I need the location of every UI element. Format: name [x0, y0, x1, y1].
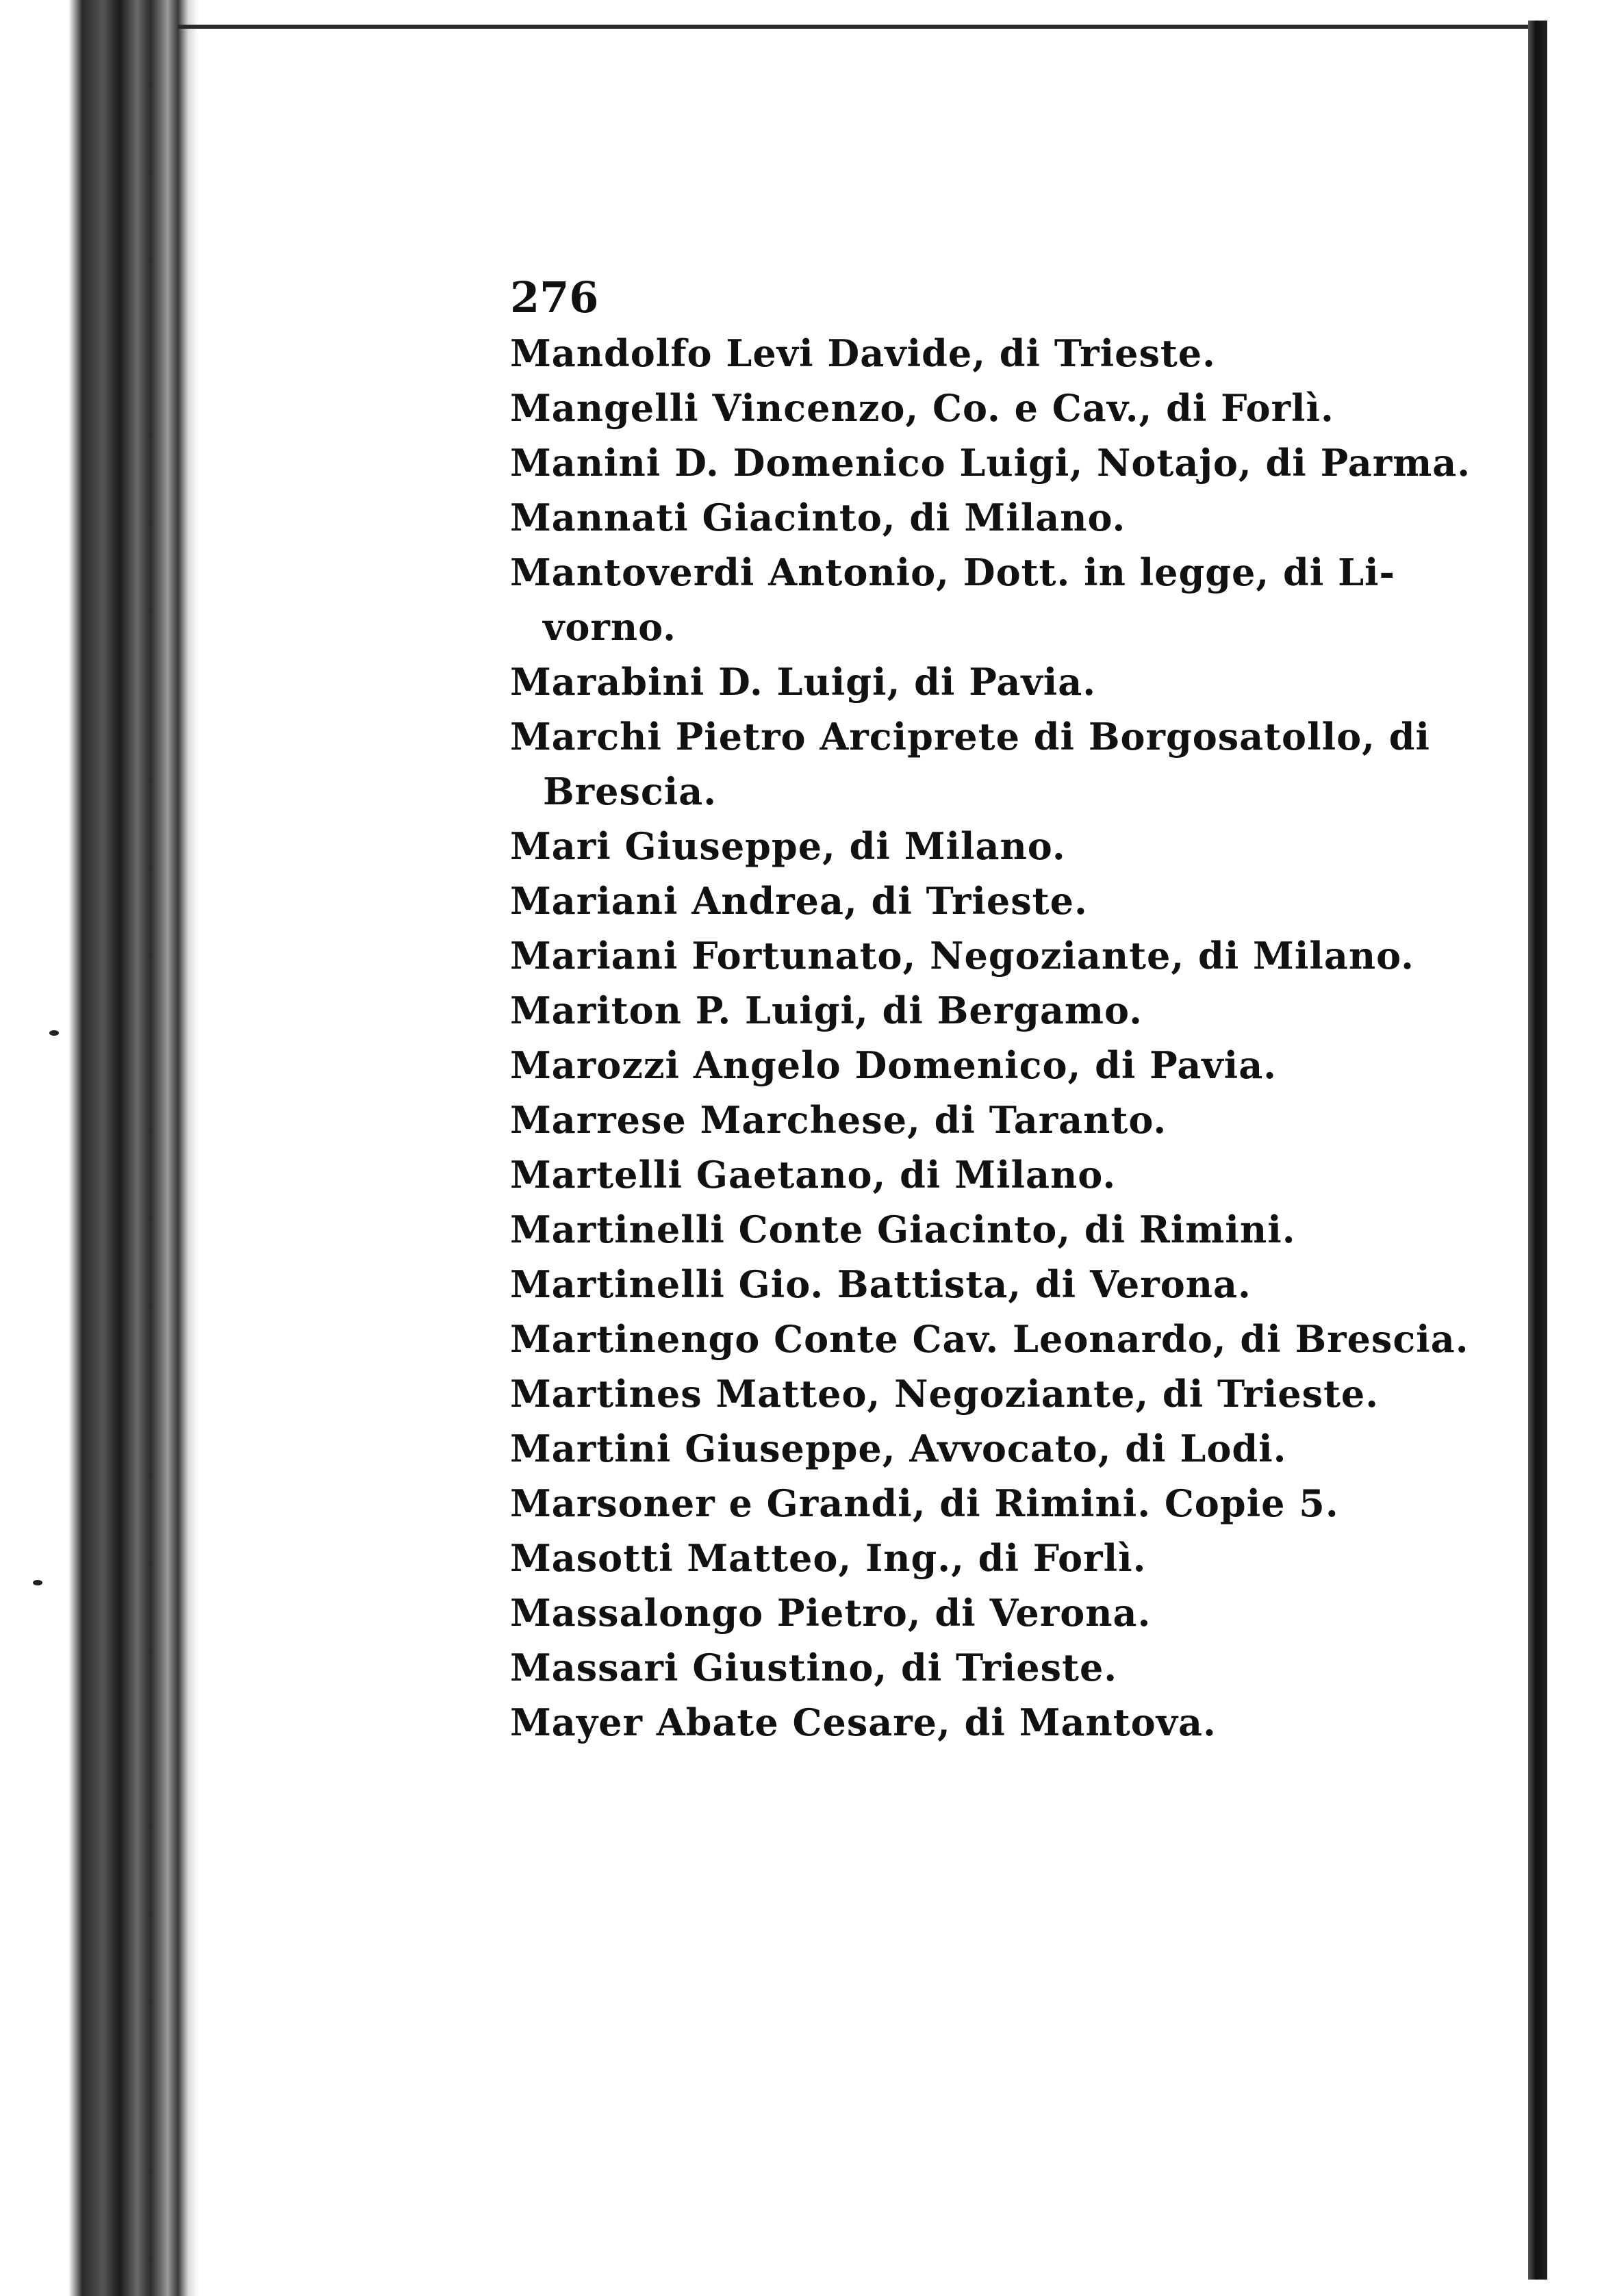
list-entry — [510, 983, 1400, 1038]
entry-line: Mantoverdi Antonio, Dott. in legge, di Li- — [510, 550, 1395, 594]
entry-line: Marozzi Angelo Domenico, di Pavia. — [510, 1043, 1277, 1087]
list-entry — [510, 545, 1400, 654]
list-entry — [510, 928, 1414, 983]
scan-speck — [49, 1030, 59, 1036]
entry-line: Marchi Pietro Arciprete di Borgosatollo, di — [510, 715, 1430, 758]
entry-continuation: vorno. — [543, 605, 676, 649]
entry-line: Marrese Marchese, di Taranto. — [510, 1098, 1167, 1142]
list-entry — [510, 1147, 1400, 1202]
page-content — [510, 272, 1471, 1750]
entry-line: Martinelli Conte Giacinto, di Rimini. — [510, 1208, 1296, 1251]
list-entry — [510, 1476, 1400, 1531]
list-entry — [510, 1531, 1400, 1585]
entry-line: Mari Giuseppe, di Milano. — [510, 824, 1066, 868]
list-entry — [510, 1640, 1400, 1695]
list-entry — [510, 1093, 1400, 1147]
list-entry — [510, 1585, 1400, 1640]
entry-line: Mannati Giacinto, di Milano. — [510, 496, 1126, 539]
entry-line: Martini Giuseppe, Avvocato, di Lodi. — [510, 1427, 1287, 1470]
entry-line: Mayer Abate Cesare, di Mantova. — [510, 1700, 1217, 1744]
entry-line: Martinengo Conte Cav. Leonardo, di Brescia. — [510, 1317, 1469, 1361]
entry-line: Martelli Gaetano, di Milano. — [510, 1153, 1117, 1197]
entry-line: Massalongo Pietro, di Verona. — [510, 1591, 1152, 1635]
list-entry — [510, 1202, 1400, 1257]
list-entry — [510, 1257, 1400, 1312]
entry-line: Mandolfo Levi Davide, di Trieste. — [510, 331, 1216, 375]
page-right-edge — [1528, 21, 1547, 2280]
list-entry — [510, 654, 1400, 709]
entry-line: Massari Giustino, di Trieste. — [510, 1646, 1118, 1689]
right-margin — [1547, 0, 1613, 2296]
list-entry — [510, 1366, 1400, 1421]
list-entry — [510, 435, 1471, 490]
list-entry — [510, 819, 1400, 873]
list-entry — [510, 381, 1400, 435]
list-entry — [510, 1312, 1469, 1366]
entry-line: Martinelli Gio. Battista, di Verona. — [510, 1262, 1252, 1306]
entry-line: Manini D. Domenico Luigi, Notajo, di Parma. — [510, 441, 1471, 485]
list-entry — [510, 1695, 1400, 1750]
scan-speck — [33, 1580, 42, 1585]
list-entry — [510, 1038, 1400, 1093]
page-top-edge — [178, 25, 1534, 29]
entry-line: Mariani Andrea, di Trieste. — [510, 879, 1088, 923]
list-entry — [510, 709, 1430, 819]
entry-line: Mangelli Vincenzo, Co. e Cav., di Forlì. — [510, 386, 1334, 430]
entry-line: Mariton P. Luigi, di Bergamo. — [510, 988, 1143, 1032]
list-entry — [510, 490, 1400, 545]
entry-line: Marsoner e Grandi, di Rimini. Copie 5. — [510, 1481, 1339, 1525]
list-entry — [510, 326, 1400, 381]
page-number: 276 — [510, 272, 599, 322]
entry-line: Marabini D. Luigi, di Pavia. — [510, 660, 1097, 704]
entry-line: Martines Matteo, Negoziante, di Trieste. — [510, 1372, 1380, 1416]
list-entry — [510, 873, 1400, 928]
list-entry — [510, 1421, 1400, 1476]
entry-line: Masotti Matteo, Ing., di Forlì. — [510, 1536, 1147, 1580]
book-spine-shadow — [0, 0, 199, 2296]
subscriber-list — [510, 326, 1471, 1750]
entry-line: Mariani Fortunato, Negoziante, di Milano. — [510, 934, 1414, 978]
entry-continuation: Brescia. — [543, 769, 717, 813]
